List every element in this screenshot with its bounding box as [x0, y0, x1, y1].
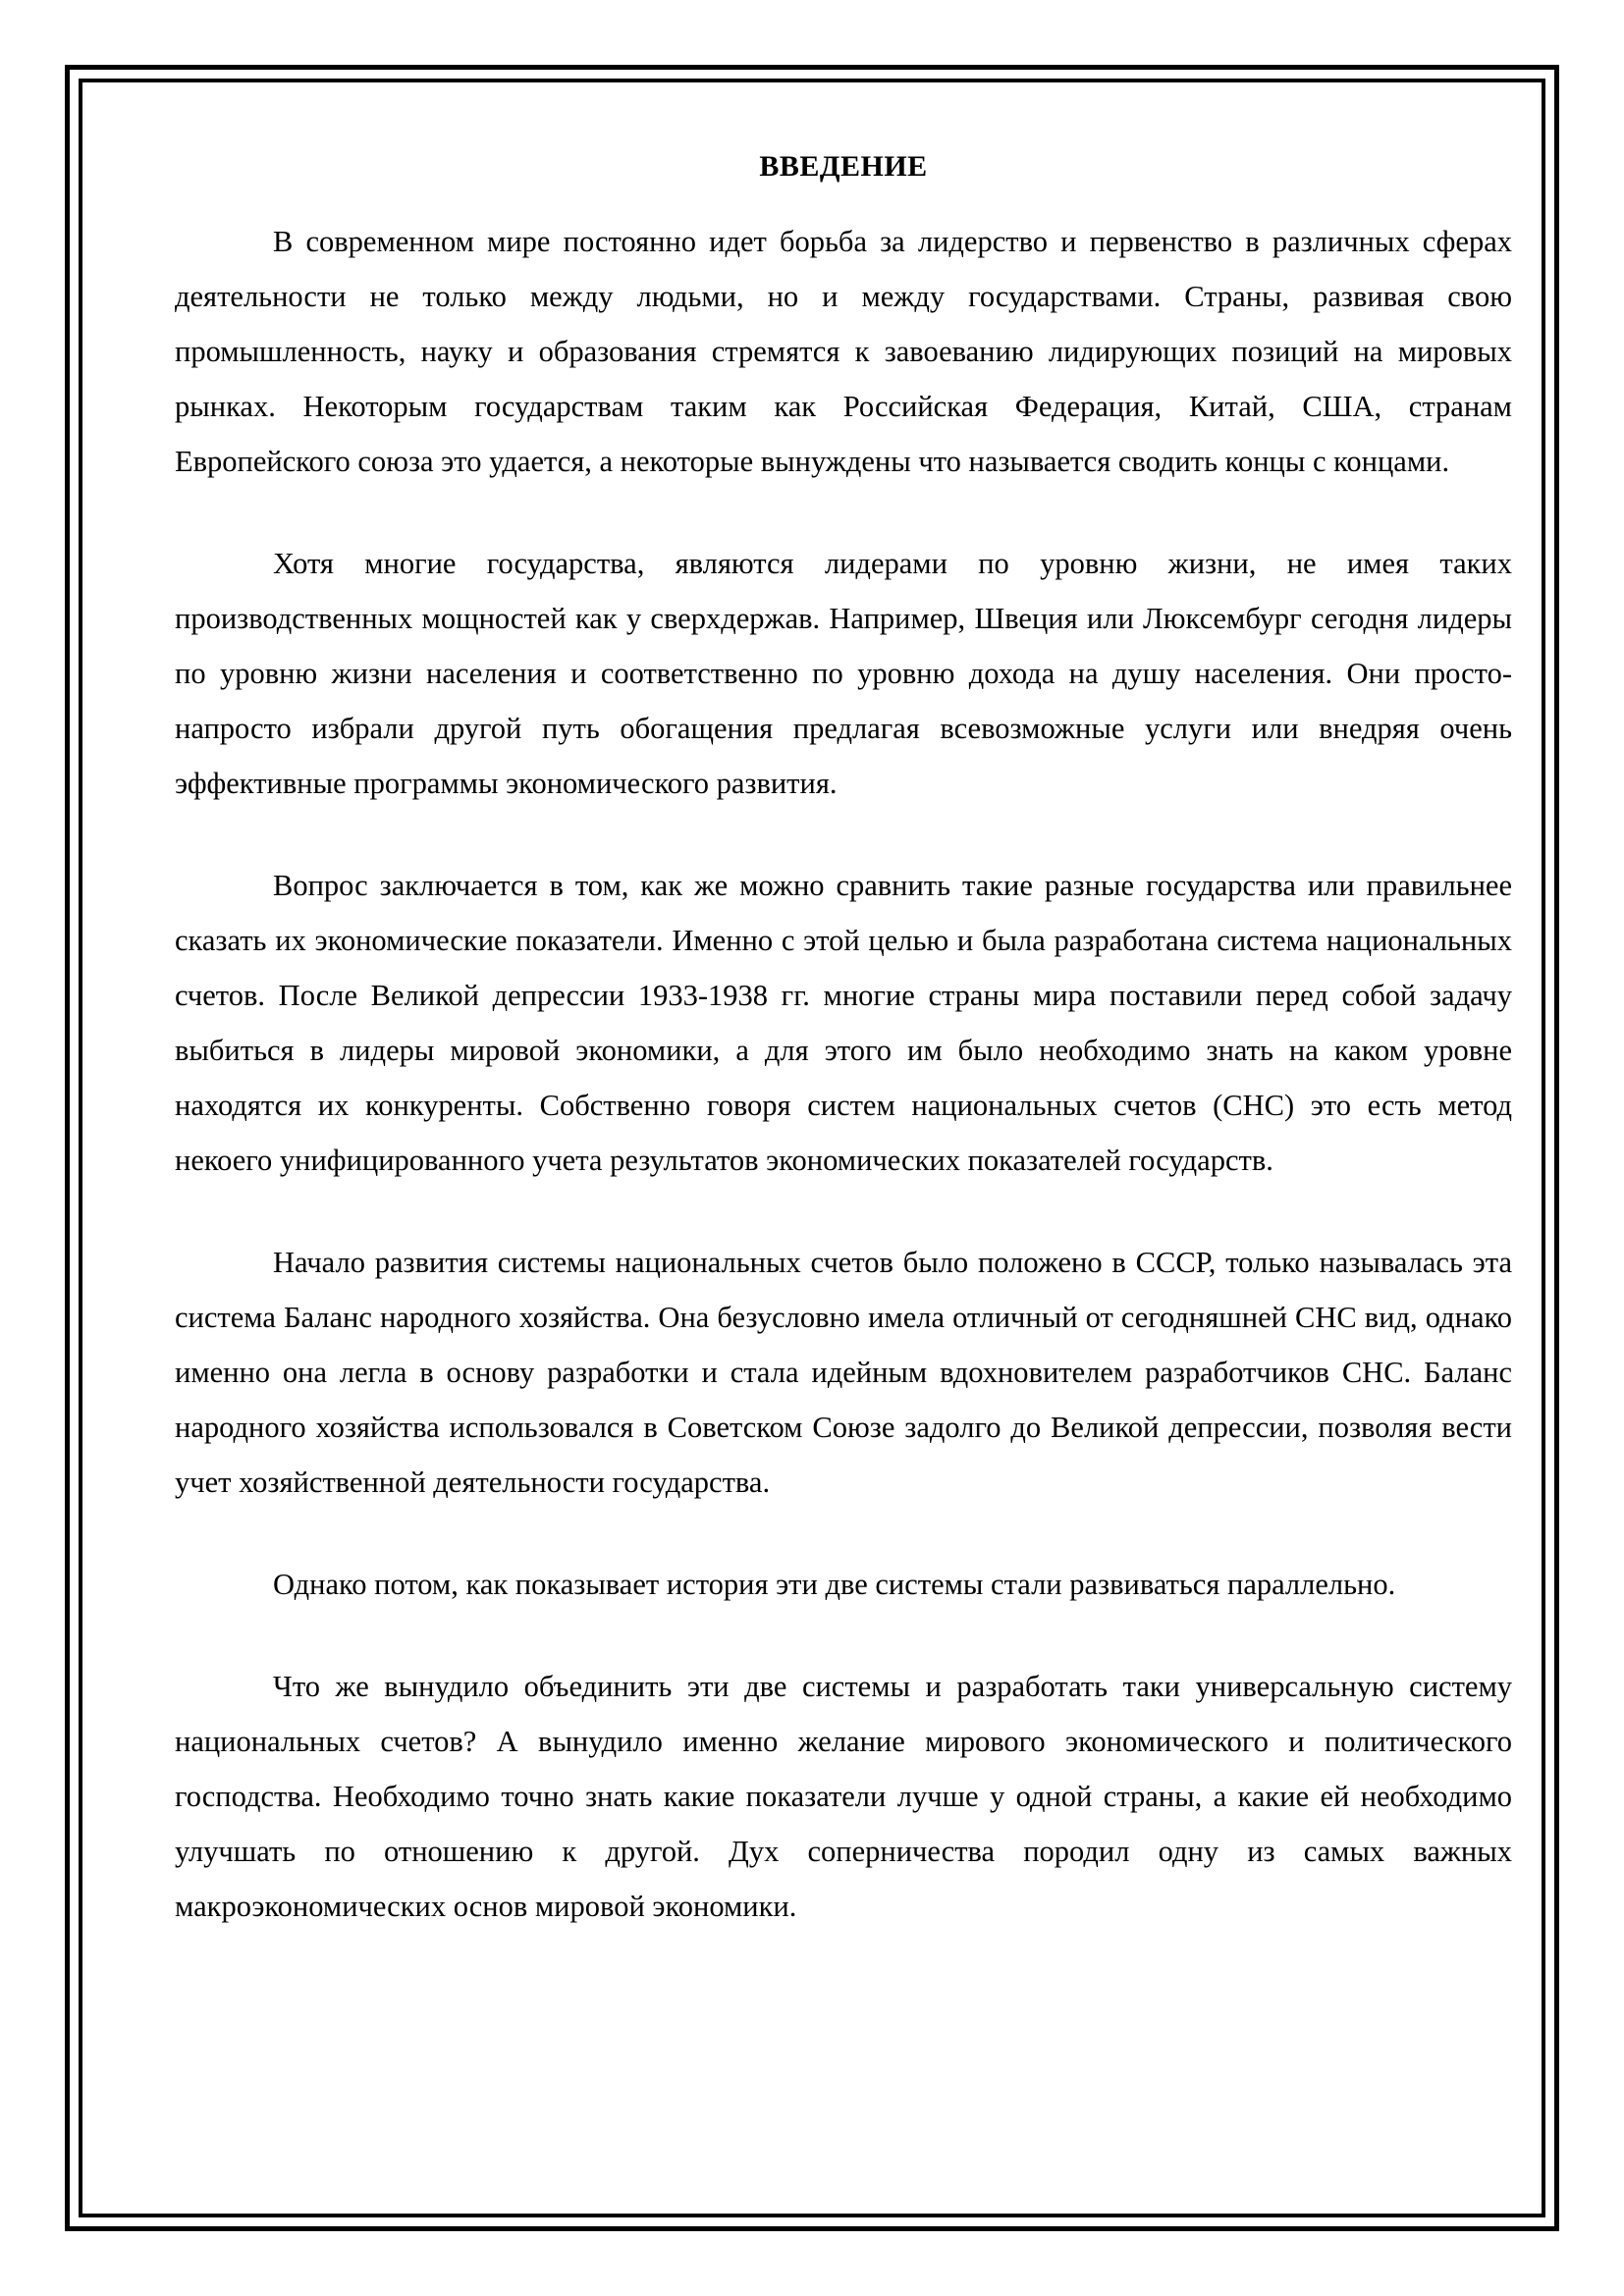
paragraph-5: Однако потом, как показывает история эти две системы стали развиваться параллельно. [273, 1568, 1396, 1601]
paragraph-6: Что же вынудило объединить эти две системы и разработать таки универсальную систему национальных счетов? А вынудило именно желание мирового экономического и политического господства. Необходимо точно знать какие показатели лучше у одной страны, а какие ей необходимо улучшать по отношению к другой. Дух соперничества породил одну из самых важных макроэкономических основ мировой экономики. [175, 1670, 1512, 1923]
paragraph-3: Вопрос заключается в том, как же можно сравнить такие разные государства или правильнее сказать их экономические показатели. Именно с этой целью и была разработана система национальных счетов. После Великой депрессии 1933-1938 гг. многие страны мира поставили перед собой задачу выбиться в лидеры мировой экономики, а для этого им было необходимо знать на каком уровне находятся их конкуренты. Собственно говоря систем национальных счетов (СНС) это есть метод некоего унифицированного учета результатов экономических показателей государств. [175, 869, 1512, 1177]
document-body [175, 147, 1512, 1981]
paragraph-1: В современном мире постоянно идет борьба за лидерство и первенство в различных сферах деятельности не только между людьми, но и между государствами. Страны, развивая свою промышленность, науку и образования стремятся к завоеванию лидирующих позиций на мировых рынках. Некоторым государствам таким как Российская Федерация, Китай, США, странам Европейского союза это удается, а некоторые вынуждены что называется сводить концы с концами. [175, 225, 1512, 478]
page-title: ВВЕДЕНИЕ [759, 150, 928, 183]
paragraph-4: Начало развития системы национальных счетов было положено в СССР, только называлась эта система Баланс народного хозяйства. Она безусловно имела отличный от сегодняшней СНС вид, однако именно она легла в основу разработки и стала идейным вдохновителем разработчиков СНС. Баланс народного хозяйства использовался в Советском Союзе задолго до Великой депрессии, позволяя вести учет хозяйственной деятельности государства. [175, 1246, 1512, 1499]
paragraph-2: Хотя многие государства, являются лидерами по уровню жизни, не имея таких производственных мощностей как у сверхдержав. Например, Швеция или Люксембург сегодня лидеры по уровню жизни населения и соответственно по уровню дохода на душу населения. Они просто-напросто избрали другой путь обогащения предлагая всевозможные услуги или внедряя очень эффективные программы экономического развития. [175, 547, 1512, 800]
